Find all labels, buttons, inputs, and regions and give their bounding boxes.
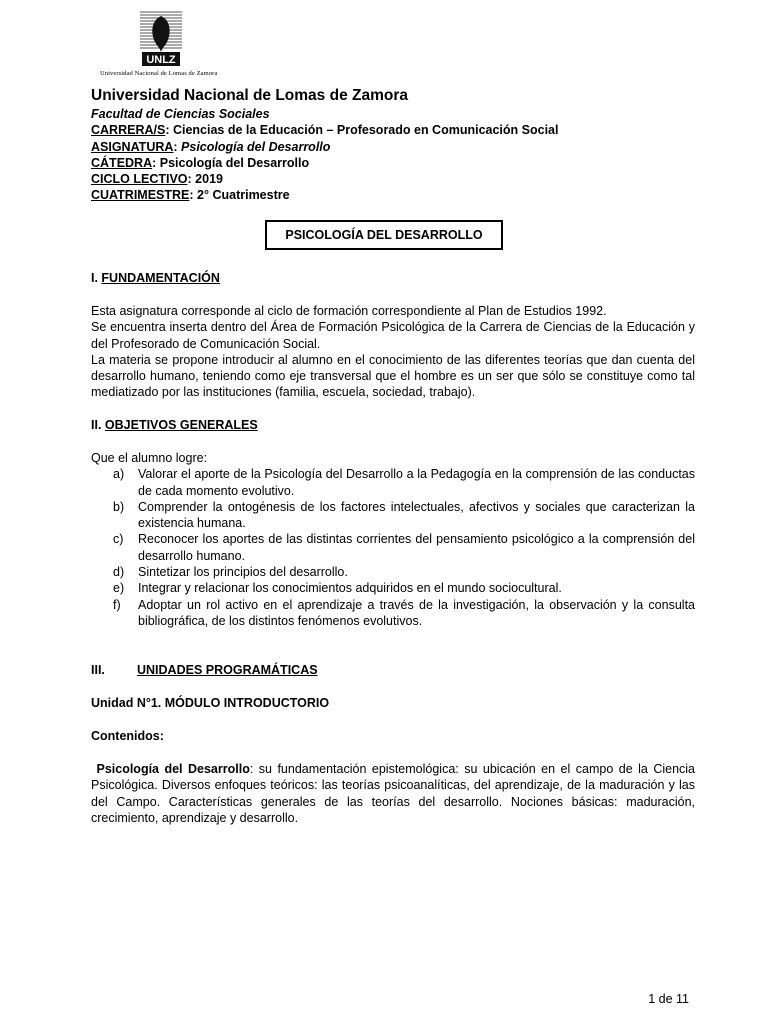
list-item <box>91 597 695 630</box>
unlz-logo-icon <box>140 10 182 68</box>
section-number: I. <box>91 271 102 285</box>
section-unidades <box>91 662 695 678</box>
section-heading <box>91 270 695 286</box>
list-marker: b) <box>113 499 125 514</box>
list-item <box>91 564 695 580</box>
cuatrimestre-label: CUATRIMESTRE <box>91 188 190 203</box>
list-item-text: Comprender la ontogénesis de los factores intelectuales, afectivos y sociales que caracterizan la existencia humana. <box>138 499 695 531</box>
section-heading <box>91 417 695 433</box>
unit-title: Unidad N°1. MÓDULO INTRODUCTORIO <box>91 696 330 710</box>
objetivos-list <box>91 466 695 629</box>
university-logo <box>96 10 226 82</box>
section-objetivos <box>91 417 695 433</box>
objetivos-list-block <box>91 450 695 629</box>
cuatrimestre-value: : 2° Cuatrimestre <box>189 188 290 203</box>
list-marker: f) <box>113 597 121 612</box>
fundamentacion-text <box>91 303 695 401</box>
list-item <box>91 580 695 596</box>
section-title: FUNDAMENTACIÓN <box>101 271 220 285</box>
asignatura-line <box>91 139 701 155</box>
section-heading <box>91 662 695 678</box>
asignatura-value: Psicología del Desarrollo <box>181 139 331 154</box>
list-item-text: Valorar el aporte de la Psicología del Desarrollo a la Pedagogía en la comprensión de las conductas de cada momento evolutivo. <box>138 467 695 498</box>
list-item-text: Sintetizar los principios del desarrollo. <box>138 565 348 580</box>
document-header <box>91 86 701 204</box>
asignatura-sep: : <box>173 139 182 154</box>
ciclo-value: : 2019 <box>187 172 223 187</box>
list-marker: a) <box>113 467 125 482</box>
carrera-line <box>91 122 701 138</box>
list-marker: d) <box>113 565 125 580</box>
catedra-value: : Psicología del Desarrollo <box>152 155 310 170</box>
paragraph: La materia se propone introducir al alumno en el conocimiento de las diferentes teorías que dan cuenta del desarrollo humano, teniendo como eje transversal que el hombre es un ser que sólo se constituye como tal mediatizado por las instituciones (familia, escuela, sociedad, trabajo). <box>91 352 695 400</box>
section-number: III. <box>91 663 105 677</box>
list-item <box>91 531 695 564</box>
list-item <box>91 499 695 532</box>
catedra-line <box>91 155 701 171</box>
section-fundamentacion <box>91 270 695 286</box>
ciclo-line <box>91 171 701 187</box>
paragraph: Esta asignatura corresponde al ciclo de formación correspondiente al Plan de Estudios 1992. <box>91 304 607 318</box>
logo-mark-text: UNLZ <box>146 54 176 66</box>
contents-bold: Psicología del Desarrollo <box>96 762 250 776</box>
list-item-text: Reconocer los aportes de las distintas corrientes del pensamiento psicológico a la comprensión del desarrollo humano. <box>138 532 695 563</box>
asignatura-label: ASIGNATURA <box>91 139 174 154</box>
contents-label-block <box>91 728 695 744</box>
logo-caption: Universidad Nacional de Lomas de Zamora <box>100 70 218 77</box>
section-number: II. <box>91 418 105 432</box>
list-item-text: Integrar y relacionar los conocimientos adquiridos en el mundo sociocultural. <box>138 581 562 596</box>
catedra-label: CÁTEDRA <box>91 155 153 170</box>
cuatrimestre-line <box>91 187 701 203</box>
list-marker: e) <box>113 581 125 596</box>
contents-paragraph <box>91 761 695 826</box>
objetivos-intro: Que el alumno logre: <box>91 451 208 465</box>
carrera-value: : Ciencias de la Educación – Profesorado en Comunicación Social <box>165 123 559 138</box>
paragraph: Se encuentra inserta dentro del Área de Formación Psicológica de la Carrera de Ciencias de la Educación y del Profesorado de Comunicación Social. <box>91 320 695 351</box>
list-marker: c) <box>113 532 124 547</box>
contents-text: : su fundamentación epistemológica: su ubicación en el campo de la Ciencia Psicológica. Diversos enfoques teóricos: las teorías psicoanalíticas, del aprendizaje, de la maduración y las del Campo. Características generales de las teorías del desarrollo. Nociones básicas: maduración, crecimiento, aprendizaje y desarrollo. <box>91 762 696 825</box>
section-title: OBJETIVOS GENERALES <box>104 418 258 432</box>
ciclo-label: CICLO LECTIVO <box>91 172 188 187</box>
unit-title-block <box>91 695 695 711</box>
contents-text-block <box>91 761 695 826</box>
page-number: 1 de 11 <box>648 992 689 1006</box>
document-title: PSICOLOGÍA DEL DESARROLLO <box>265 220 503 250</box>
university-name: Universidad Nacional de Lomas de Zamora <box>91 87 408 104</box>
section-title: UNIDADES PROGRAMÁTICAS <box>137 663 318 677</box>
carrera-label: CARRERA/S <box>91 123 166 138</box>
list-item-text: Adoptar un rol activo en el aprendizaje a través de la investigación, la observación y la consulta bibliográfica, de los distintos fenómenos evolutivos. <box>138 597 695 628</box>
faculty-name: Facultad de Ciencias Sociales <box>91 107 270 121</box>
list-item <box>91 466 695 499</box>
contents-label: Contenidos: <box>91 729 164 743</box>
